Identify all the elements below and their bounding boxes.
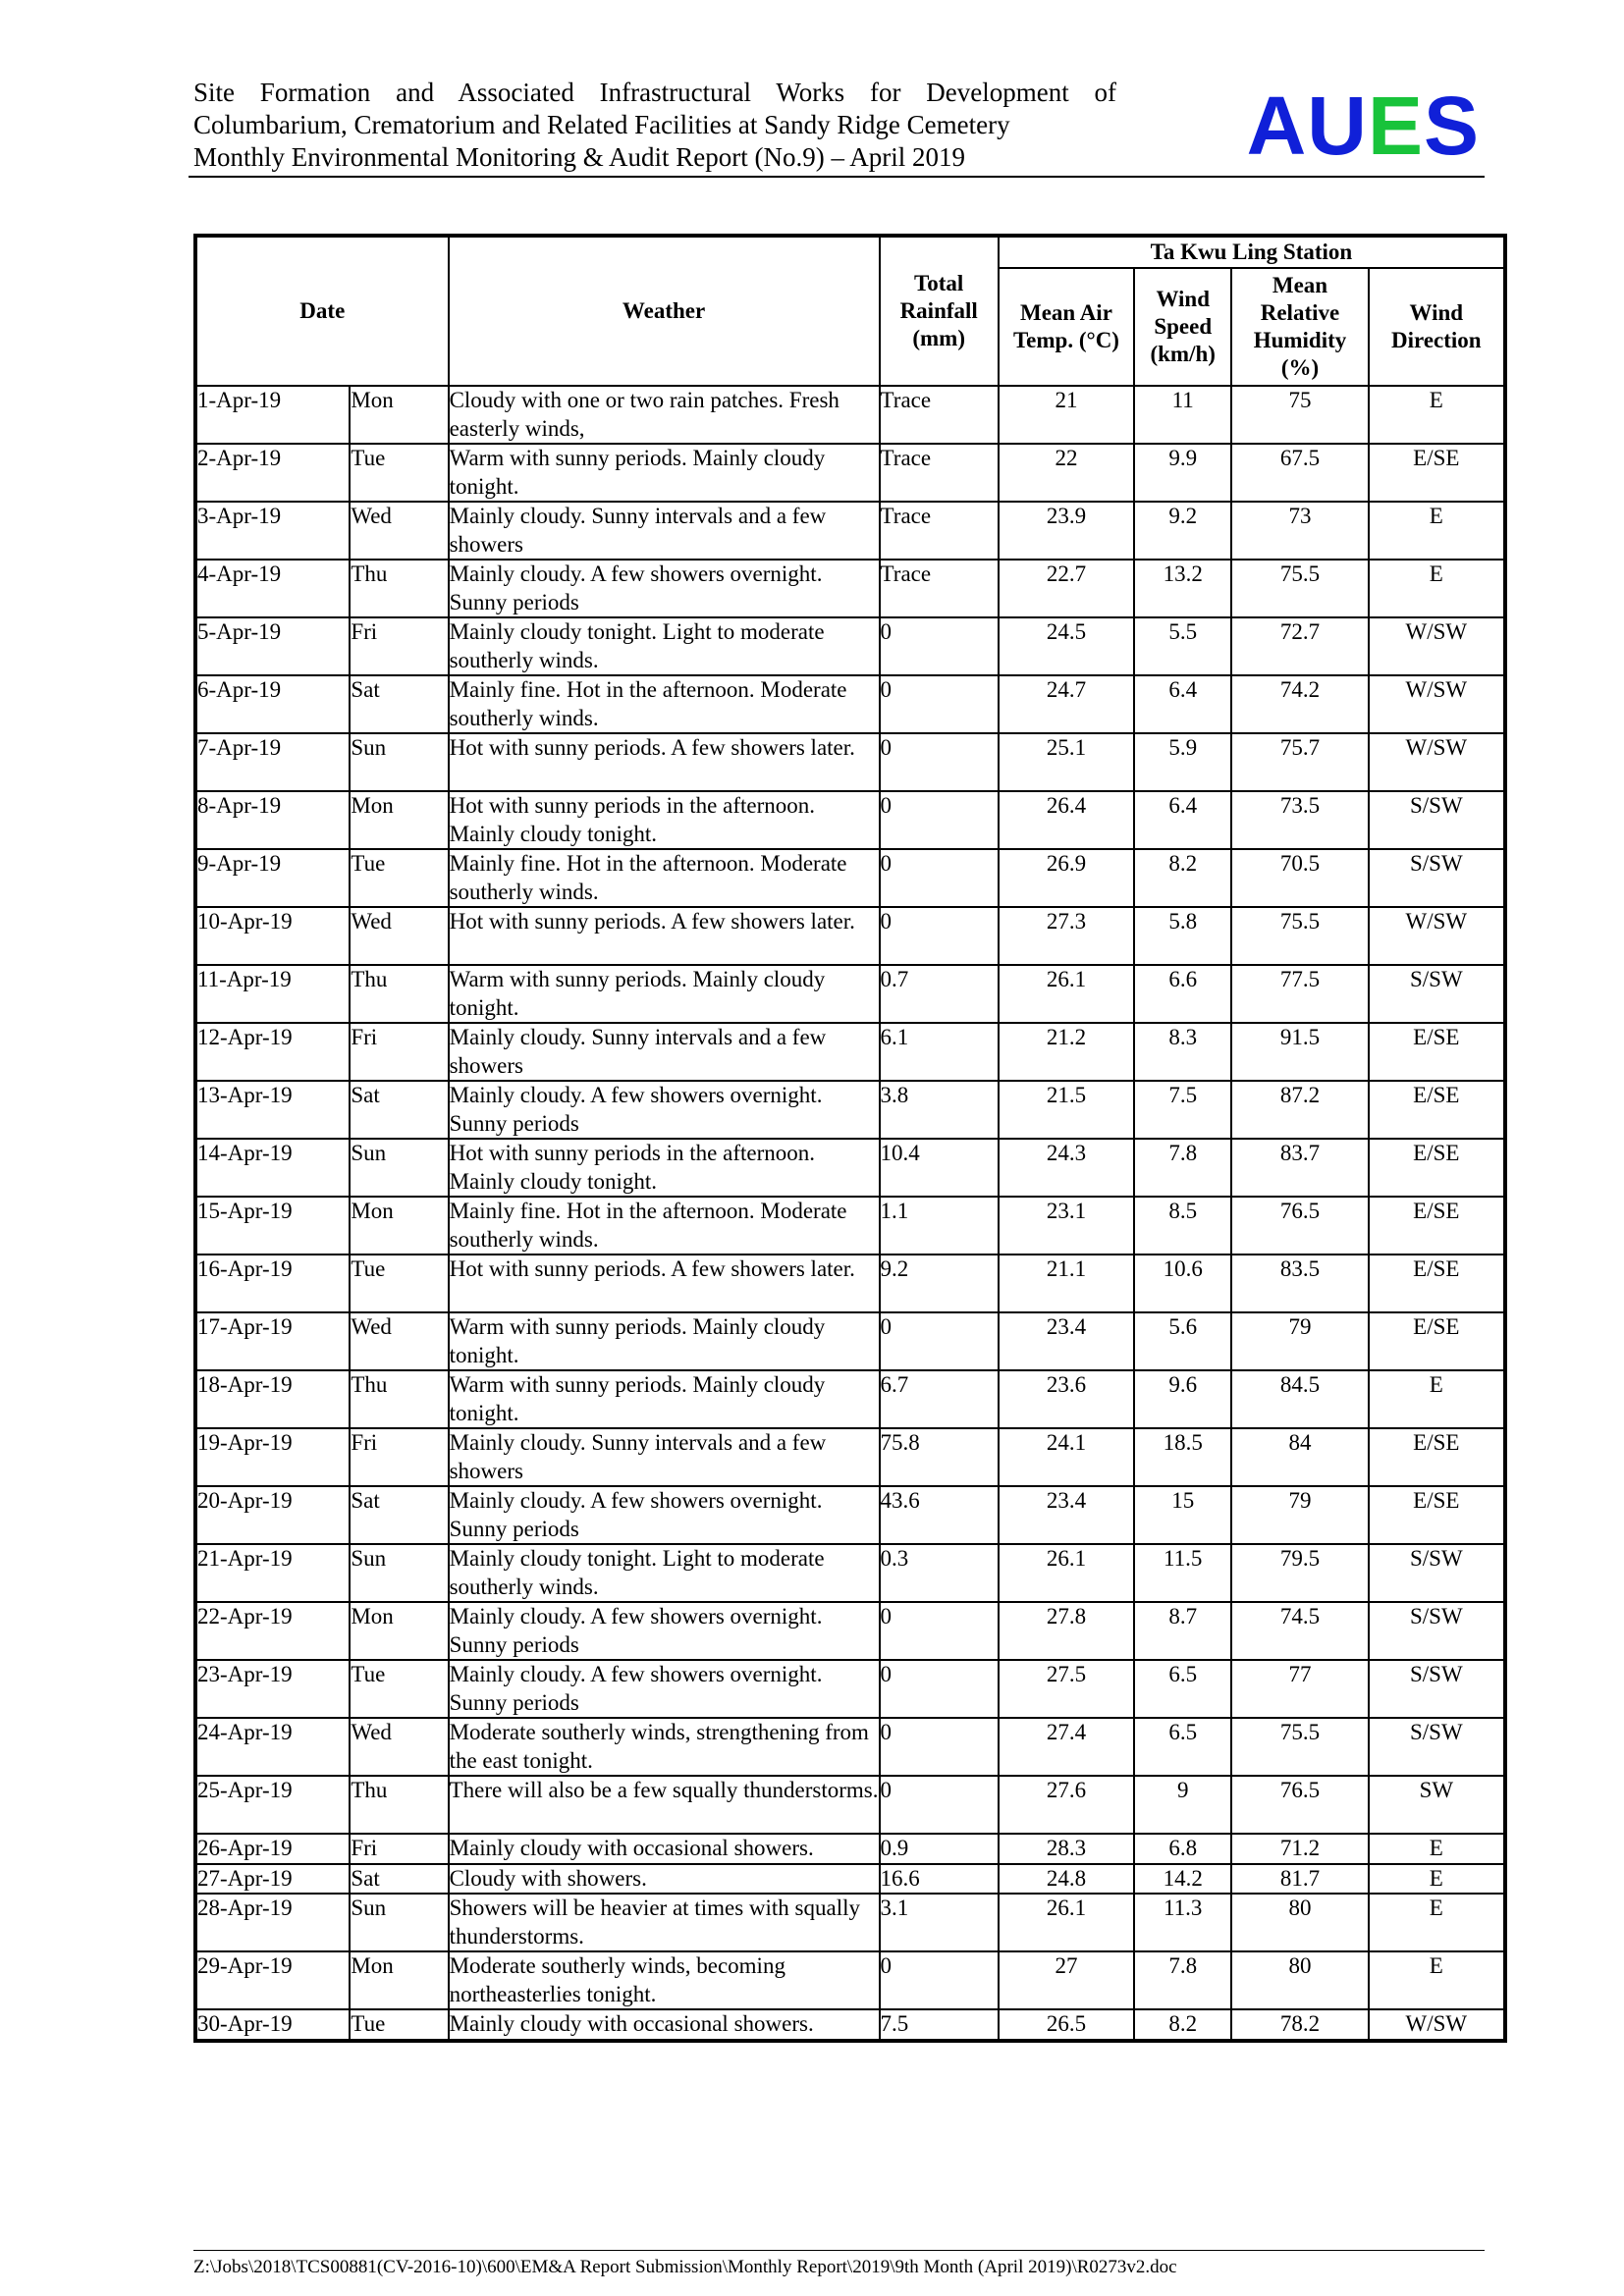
humidity-cell: 78.2 xyxy=(1231,2009,1368,2041)
logo-text-s: S xyxy=(1423,80,1480,172)
temp-cell: 24.3 xyxy=(999,1139,1134,1197)
table-row xyxy=(195,617,1505,675)
day-cell: Sat xyxy=(350,675,448,733)
wind-speed-cell: 13.2 xyxy=(1134,560,1231,617)
rainfall-cell: 0 xyxy=(880,675,999,733)
wind-speed-cell: 8.5 xyxy=(1134,1197,1231,1255)
humidity-cell: 76.5 xyxy=(1231,1776,1368,1834)
date-cell: 2-Apr-19 xyxy=(195,444,350,502)
header-rainfall: Total Rainfall (mm) xyxy=(880,236,999,386)
temp-cell: 24.8 xyxy=(999,1864,1134,1895)
day-cell: Wed xyxy=(350,907,448,965)
table-row xyxy=(195,1486,1505,1544)
rainfall-cell: Trace xyxy=(880,502,999,560)
rainfall-cell: 3.8 xyxy=(880,1081,999,1139)
humidity-cell: 74.5 xyxy=(1231,1602,1368,1660)
wind-direction-cell: E xyxy=(1369,1864,1505,1895)
wind-speed-cell: 10.6 xyxy=(1134,1255,1231,1312)
weather-cell: Mainly cloudy with occasional showers. xyxy=(449,2009,880,2041)
weather-cell: Hot with sunny periods. A few showers later. xyxy=(449,733,880,791)
date-cell: 1-Apr-19 xyxy=(195,386,350,444)
weather-cell: Mainly cloudy. Sunny intervals and a few showers xyxy=(449,502,880,560)
rainfall-cell: 7.5 xyxy=(880,2009,999,2041)
wind-speed-cell: 8.2 xyxy=(1134,849,1231,907)
table-row xyxy=(195,1660,1505,1718)
rainfall-cell: Trace xyxy=(880,560,999,617)
wind-speed-cell: 5.5 xyxy=(1134,617,1231,675)
temp-cell: 27.5 xyxy=(999,1660,1134,1718)
table-row xyxy=(195,1370,1505,1428)
wind-speed-cell: 5.9 xyxy=(1134,733,1231,791)
rainfall-cell: 0.9 xyxy=(880,1834,999,1864)
date-cell: 16-Apr-19 xyxy=(195,1255,350,1312)
temp-cell: 28.3 xyxy=(999,1834,1134,1864)
temp-cell: 26.9 xyxy=(999,849,1134,907)
temp-cell: 27 xyxy=(999,1951,1134,2009)
day-cell: Sun xyxy=(350,1544,448,1602)
humidity-cell: 81.7 xyxy=(1231,1864,1368,1895)
wind-direction-cell: SW xyxy=(1369,1776,1505,1834)
humidity-cell: 67.5 xyxy=(1231,444,1368,502)
humidity-cell: 76.5 xyxy=(1231,1197,1368,1255)
rainfall-cell: 0 xyxy=(880,1602,999,1660)
humidity-cell: 75.5 xyxy=(1231,1718,1368,1776)
date-cell: 4-Apr-19 xyxy=(195,560,350,617)
wind-speed-cell: 9.9 xyxy=(1134,444,1231,502)
humidity-cell: 80 xyxy=(1231,1951,1368,2009)
temp-cell: 24.1 xyxy=(999,1428,1134,1486)
table-row xyxy=(195,1023,1505,1081)
humidity-cell: 75 xyxy=(1231,386,1368,444)
day-cell: Mon xyxy=(350,1197,448,1255)
wind-speed-cell: 7.5 xyxy=(1134,1081,1231,1139)
page-header xyxy=(193,77,1480,177)
date-cell: 23-Apr-19 xyxy=(195,1660,350,1718)
wind-speed-cell: 8.7 xyxy=(1134,1602,1231,1660)
wind-direction-cell: E/SE xyxy=(1369,1255,1505,1312)
rainfall-cell: 10.4 xyxy=(880,1139,999,1197)
day-cell: Tue xyxy=(350,1255,448,1312)
wind-direction-cell: S/SW xyxy=(1369,1660,1505,1718)
date-cell: 11-Apr-19 xyxy=(195,965,350,1023)
date-cell: 10-Apr-19 xyxy=(195,907,350,965)
footer-divider xyxy=(193,2250,1485,2251)
weather-cell: Mainly fine. Hot in the afternoon. Moderate southerly winds. xyxy=(449,675,880,733)
wind-speed-cell: 6.4 xyxy=(1134,791,1231,849)
temp-cell: 22.7 xyxy=(999,560,1134,617)
table-row xyxy=(195,444,1505,502)
day-cell: Sat xyxy=(350,1486,448,1544)
day-cell: Tue xyxy=(350,849,448,907)
temp-cell: 26.5 xyxy=(999,2009,1134,2041)
weather-cell: Mainly cloudy. A few showers overnight. Sunny periods xyxy=(449,1660,880,1718)
humidity-cell: 73.5 xyxy=(1231,791,1368,849)
day-cell: Wed xyxy=(350,502,448,560)
rainfall-cell: 0 xyxy=(880,1951,999,2009)
wind-speed-cell: 5.8 xyxy=(1134,907,1231,965)
date-cell: 29-Apr-19 xyxy=(195,1951,350,2009)
humidity-cell: 83.7 xyxy=(1231,1139,1368,1197)
temp-cell: 24.5 xyxy=(999,617,1134,675)
temp-cell: 23.9 xyxy=(999,502,1134,560)
logo-text-au: AU xyxy=(1246,80,1368,172)
day-cell: Mon xyxy=(350,791,448,849)
humidity-cell: 84.5 xyxy=(1231,1370,1368,1428)
wind-speed-cell: 18.5 xyxy=(1134,1428,1231,1486)
temp-cell: 26.1 xyxy=(999,965,1134,1023)
humidity-cell: 77 xyxy=(1231,1660,1368,1718)
day-cell: Tue xyxy=(350,1660,448,1718)
wind-direction-cell: E xyxy=(1369,560,1505,617)
date-cell: 17-Apr-19 xyxy=(195,1312,350,1370)
date-cell: 19-Apr-19 xyxy=(195,1428,350,1486)
wind-direction-cell: W/SW xyxy=(1369,2009,1505,2041)
date-cell: 3-Apr-19 xyxy=(195,502,350,560)
rainfall-cell: 1.1 xyxy=(880,1197,999,1255)
day-cell: Sun xyxy=(350,1894,448,1951)
date-cell: 13-Apr-19 xyxy=(195,1081,350,1139)
rainfall-cell: 0 xyxy=(880,1312,999,1370)
day-cell: Mon xyxy=(350,386,448,444)
table-row xyxy=(195,502,1505,560)
rainfall-cell: 0.3 xyxy=(880,1544,999,1602)
wind-direction-cell: W/SW xyxy=(1369,733,1505,791)
wind-speed-cell: 11 xyxy=(1134,386,1231,444)
header-divider xyxy=(189,176,1485,178)
wind-direction-cell: E xyxy=(1369,502,1505,560)
header-mean-air-temp: Mean Air Temp. (°C) xyxy=(999,268,1134,386)
wind-speed-cell: 9 xyxy=(1134,1776,1231,1834)
date-cell: 20-Apr-19 xyxy=(195,1486,350,1544)
report-title-line-3: Monthly Environmental Monitoring & Audit Report (No.9) – April 2019 xyxy=(193,142,965,172)
wind-direction-cell: S/SW xyxy=(1369,1544,1505,1602)
weather-cell: Mainly fine. Hot in the afternoon. Moderate southerly winds. xyxy=(449,849,880,907)
rainfall-cell: Trace xyxy=(880,386,999,444)
rainfall-cell: 75.8 xyxy=(880,1428,999,1486)
wind-speed-cell: 9.2 xyxy=(1134,502,1231,560)
table-row xyxy=(195,1544,1505,1602)
date-cell: 14-Apr-19 xyxy=(195,1139,350,1197)
weather-cell: Warm with sunny periods. Mainly cloudy tonight. xyxy=(449,1312,880,1370)
table-row xyxy=(195,1602,1505,1660)
wind-speed-cell: 6.5 xyxy=(1134,1660,1231,1718)
humidity-cell: 79 xyxy=(1231,1486,1368,1544)
date-cell: 27-Apr-19 xyxy=(195,1864,350,1895)
wind-direction-cell: E xyxy=(1369,1370,1505,1428)
wind-direction-cell: S/SW xyxy=(1369,791,1505,849)
wind-direction-cell: E/SE xyxy=(1369,1197,1505,1255)
wind-direction-cell: S/SW xyxy=(1369,849,1505,907)
temp-cell: 21 xyxy=(999,386,1134,444)
rainfall-cell: 0.7 xyxy=(880,965,999,1023)
header-wind-direction: Wind Direction xyxy=(1369,268,1505,386)
day-cell: Sun xyxy=(350,733,448,791)
weather-cell: Cloudy with one or two rain patches. Fresh easterly winds, xyxy=(449,386,880,444)
table-row xyxy=(195,1312,1505,1370)
file-path-footer: Z:\Jobs\2018\TCS00881(CV-2016-10)\600\EM&A Report Submission\Monthly Report\2019\9th Month (April 2019)\R0273v2.doc xyxy=(193,2257,1177,2277)
table-row xyxy=(195,1255,1505,1312)
weather-cell: Mainly cloudy tonight. Light to moderate southerly winds. xyxy=(449,1544,880,1602)
day-cell: Mon xyxy=(350,1602,448,1660)
report-title-line-1: Site Formation and Associated Infrastructural Works for Development of xyxy=(193,78,1116,107)
date-cell: 30-Apr-19 xyxy=(195,2009,350,2041)
day-cell: Tue xyxy=(350,2009,448,2041)
humidity-cell: 74.2 xyxy=(1231,675,1368,733)
rainfall-cell: 0 xyxy=(880,1660,999,1718)
humidity-cell: 73 xyxy=(1231,502,1368,560)
weather-cell: Warm with sunny periods. Mainly cloudy tonight. xyxy=(449,965,880,1023)
wind-direction-cell: E/SE xyxy=(1369,444,1505,502)
rainfall-cell: 16.6 xyxy=(880,1864,999,1895)
weather-cell: Mainly fine. Hot in the afternoon. Moderate southerly winds. xyxy=(449,1197,880,1255)
wind-speed-cell: 8.3 xyxy=(1134,1023,1231,1081)
table-row xyxy=(195,2009,1505,2041)
rainfall-cell: Trace xyxy=(880,444,999,502)
day-cell: Sun xyxy=(350,1139,448,1197)
table-row xyxy=(195,1139,1505,1197)
wind-speed-cell: 6.8 xyxy=(1134,1834,1231,1864)
table-row xyxy=(195,1197,1505,1255)
wind-speed-cell: 6.5 xyxy=(1134,1718,1231,1776)
date-cell: 6-Apr-19 xyxy=(195,675,350,733)
wind-direction-cell: E/SE xyxy=(1369,1139,1505,1197)
humidity-cell: 75.5 xyxy=(1231,907,1368,965)
wind-direction-cell: S/SW xyxy=(1369,1718,1505,1776)
day-cell: Fri xyxy=(350,1834,448,1864)
temp-cell: 23.4 xyxy=(999,1312,1134,1370)
rainfall-cell: 6.7 xyxy=(880,1370,999,1428)
rainfall-cell: 9.2 xyxy=(880,1255,999,1312)
day-cell: Mon xyxy=(350,1951,448,2009)
weather-cell: Showers will be heavier at times with squally thunderstorms. xyxy=(449,1894,880,1951)
weather-cell: Warm with sunny periods. Mainly cloudy tonight. xyxy=(449,1370,880,1428)
day-cell: Wed xyxy=(350,1718,448,1776)
date-cell: 25-Apr-19 xyxy=(195,1776,350,1834)
weather-cell: Hot with sunny periods. A few showers later. xyxy=(449,907,880,965)
humidity-cell: 72.7 xyxy=(1231,617,1368,675)
wind-direction-cell: E/SE xyxy=(1369,1023,1505,1081)
weather-cell: Hot with sunny periods in the afternoon. Mainly cloudy tonight. xyxy=(449,1139,880,1197)
rainfall-cell: 0 xyxy=(880,733,999,791)
table-row xyxy=(195,1081,1505,1139)
report-title-line-2: Columbarium, Crematorium and Related Facilities at Sandy Ridge Cemetery xyxy=(193,110,1010,139)
date-cell: 21-Apr-19 xyxy=(195,1544,350,1602)
day-cell: Fri xyxy=(350,1428,448,1486)
wind-direction-cell: W/SW xyxy=(1369,907,1505,965)
rainfall-cell: 0 xyxy=(880,617,999,675)
weather-cell: Mainly cloudy with occasional showers. xyxy=(449,1834,880,1864)
humidity-cell: 75.5 xyxy=(1231,560,1368,617)
table-row xyxy=(195,560,1505,617)
wind-direction-cell: S/SW xyxy=(1369,1602,1505,1660)
weather-cell: Hot with sunny periods in the afternoon. Mainly cloudy tonight. xyxy=(449,791,880,849)
date-cell: 5-Apr-19 xyxy=(195,617,350,675)
rainfall-cell: 0 xyxy=(880,907,999,965)
report-title xyxy=(193,77,1116,174)
wind-direction-cell: E xyxy=(1369,1834,1505,1864)
wind-speed-cell: 14.2 xyxy=(1134,1864,1231,1895)
day-cell: Thu xyxy=(350,1776,448,1834)
humidity-cell: 87.2 xyxy=(1231,1081,1368,1139)
wind-speed-cell: 8.2 xyxy=(1134,2009,1231,2041)
temp-cell: 22 xyxy=(999,444,1134,502)
temp-cell: 25.1 xyxy=(999,733,1134,791)
temp-cell: 23.4 xyxy=(999,1486,1134,1544)
wind-direction-cell: E/SE xyxy=(1369,1428,1505,1486)
table-row xyxy=(195,675,1505,733)
temp-cell: 27.3 xyxy=(999,907,1134,965)
temp-cell: 27.8 xyxy=(999,1602,1134,1660)
temp-cell: 24.7 xyxy=(999,675,1134,733)
table-row xyxy=(195,1951,1505,2009)
table-row xyxy=(195,907,1505,965)
humidity-cell: 91.5 xyxy=(1231,1023,1368,1081)
wind-speed-cell: 15 xyxy=(1134,1486,1231,1544)
date-cell: 18-Apr-19 xyxy=(195,1370,350,1428)
humidity-cell: 71.2 xyxy=(1231,1834,1368,1864)
table-row xyxy=(195,791,1505,849)
date-cell: 9-Apr-19 xyxy=(195,849,350,907)
humidity-cell: 75.7 xyxy=(1231,733,1368,791)
temp-cell: 23.1 xyxy=(999,1197,1134,1255)
wind-speed-cell: 7.8 xyxy=(1134,1139,1231,1197)
temp-cell: 26.1 xyxy=(999,1544,1134,1602)
wind-speed-cell: 6.4 xyxy=(1134,675,1231,733)
table-row xyxy=(195,1428,1505,1486)
temp-cell: 21.1 xyxy=(999,1255,1134,1312)
temp-cell: 23.6 xyxy=(999,1370,1134,1428)
date-cell: 7-Apr-19 xyxy=(195,733,350,791)
table-body xyxy=(195,386,1505,2041)
wind-speed-cell: 7.8 xyxy=(1134,1951,1231,2009)
humidity-cell: 83.5 xyxy=(1231,1255,1368,1312)
humidity-cell: 80 xyxy=(1231,1894,1368,1951)
wind-direction-cell: E/SE xyxy=(1369,1081,1505,1139)
date-cell: 22-Apr-19 xyxy=(195,1602,350,1660)
header-date: Date xyxy=(195,236,449,386)
aues-logo xyxy=(1246,80,1480,172)
wind-speed-cell: 6.6 xyxy=(1134,965,1231,1023)
table-row xyxy=(195,1894,1505,1951)
day-cell: Sat xyxy=(350,1081,448,1139)
date-cell: 8-Apr-19 xyxy=(195,791,350,849)
wind-direction-cell: E xyxy=(1369,386,1505,444)
weather-cell: Mainly cloudy. A few showers overnight. Sunny periods xyxy=(449,1486,880,1544)
day-cell: Thu xyxy=(350,965,448,1023)
wind-direction-cell: S/SW xyxy=(1369,965,1505,1023)
temp-cell: 27.6 xyxy=(999,1776,1134,1834)
date-cell: 15-Apr-19 xyxy=(195,1197,350,1255)
rainfall-cell: 6.1 xyxy=(880,1023,999,1081)
header-humidity: Mean Relative Humidity (%) xyxy=(1231,268,1368,386)
table-row xyxy=(195,1864,1505,1895)
wind-direction-cell: E/SE xyxy=(1369,1312,1505,1370)
table-row xyxy=(195,849,1505,907)
day-cell: Fri xyxy=(350,617,448,675)
humidity-cell: 84 xyxy=(1231,1428,1368,1486)
wind-speed-cell: 11.5 xyxy=(1134,1544,1231,1602)
logo-text-e: E xyxy=(1367,80,1424,172)
temp-cell: 21.5 xyxy=(999,1081,1134,1139)
day-cell: Sat xyxy=(350,1864,448,1895)
weather-cell: There will also be a few squally thunderstorms. xyxy=(449,1776,880,1834)
rainfall-cell: 43.6 xyxy=(880,1486,999,1544)
weather-cell: Hot with sunny periods. A few showers later. xyxy=(449,1255,880,1312)
humidity-cell: 79 xyxy=(1231,1312,1368,1370)
table-row xyxy=(195,386,1505,444)
wind-direction-cell: W/SW xyxy=(1369,675,1505,733)
date-cell: 12-Apr-19 xyxy=(195,1023,350,1081)
header-wind-speed: Wind Speed (km/h) xyxy=(1134,268,1231,386)
rainfall-cell: 0 xyxy=(880,1718,999,1776)
weather-cell: Mainly cloudy. A few showers overnight. Sunny periods xyxy=(449,560,880,617)
wind-direction-cell: E xyxy=(1369,1951,1505,2009)
table-row xyxy=(195,1834,1505,1864)
temp-cell: 27.4 xyxy=(999,1718,1134,1776)
wind-direction-cell: E xyxy=(1369,1894,1505,1951)
weather-cell: Mainly cloudy. A few showers overnight. Sunny periods xyxy=(449,1602,880,1660)
humidity-cell: 70.5 xyxy=(1231,849,1368,907)
wind-speed-cell: 9.6 xyxy=(1134,1370,1231,1428)
header-station: Ta Kwu Ling Station xyxy=(999,236,1505,268)
wind-direction-cell: E/SE xyxy=(1369,1486,1505,1544)
wind-direction-cell: W/SW xyxy=(1369,617,1505,675)
day-cell: Tue xyxy=(350,444,448,502)
rainfall-cell: 0 xyxy=(880,849,999,907)
date-cell: 24-Apr-19 xyxy=(195,1718,350,1776)
weather-cell: Mainly cloudy. Sunny intervals and a few showers xyxy=(449,1023,880,1081)
weather-cell: Warm with sunny periods. Mainly cloudy tonight. xyxy=(449,444,880,502)
rainfall-cell: 0 xyxy=(880,1776,999,1834)
day-cell: Thu xyxy=(350,560,448,617)
weather-cell: Mainly cloudy. A few showers overnight. Sunny periods xyxy=(449,1081,880,1139)
weather-cell: Moderate southerly winds, strengthening from the east tonight. xyxy=(449,1718,880,1776)
weather-cell: Mainly cloudy tonight. Light to moderate southerly winds. xyxy=(449,617,880,675)
weather-cell: Mainly cloudy. Sunny intervals and a few showers xyxy=(449,1428,880,1486)
weather-cell: Cloudy with showers. xyxy=(449,1864,880,1895)
humidity-cell: 77.5 xyxy=(1231,965,1368,1023)
temp-cell: 26.4 xyxy=(999,791,1134,849)
header-weather: Weather xyxy=(449,236,880,386)
table-row xyxy=(195,733,1505,791)
rainfall-cell: 0 xyxy=(880,791,999,849)
wind-speed-cell: 5.6 xyxy=(1134,1312,1231,1370)
date-cell: 28-Apr-19 xyxy=(195,1894,350,1951)
day-cell: Fri xyxy=(350,1023,448,1081)
temp-cell: 21.2 xyxy=(999,1023,1134,1081)
temp-cell: 26.1 xyxy=(999,1894,1134,1951)
date-cell: 26-Apr-19 xyxy=(195,1834,350,1864)
day-cell: Thu xyxy=(350,1370,448,1428)
rainfall-cell: 3.1 xyxy=(880,1894,999,1951)
humidity-cell: 79.5 xyxy=(1231,1544,1368,1602)
table-row xyxy=(195,965,1505,1023)
day-cell: Wed xyxy=(350,1312,448,1370)
weather-cell: Moderate southerly winds, becoming northeasterlies tonight. xyxy=(449,1951,880,2009)
table-row xyxy=(195,1718,1505,1776)
table-row xyxy=(195,1776,1505,1834)
wind-speed-cell: 11.3 xyxy=(1134,1894,1231,1951)
weather-table xyxy=(193,234,1507,2043)
